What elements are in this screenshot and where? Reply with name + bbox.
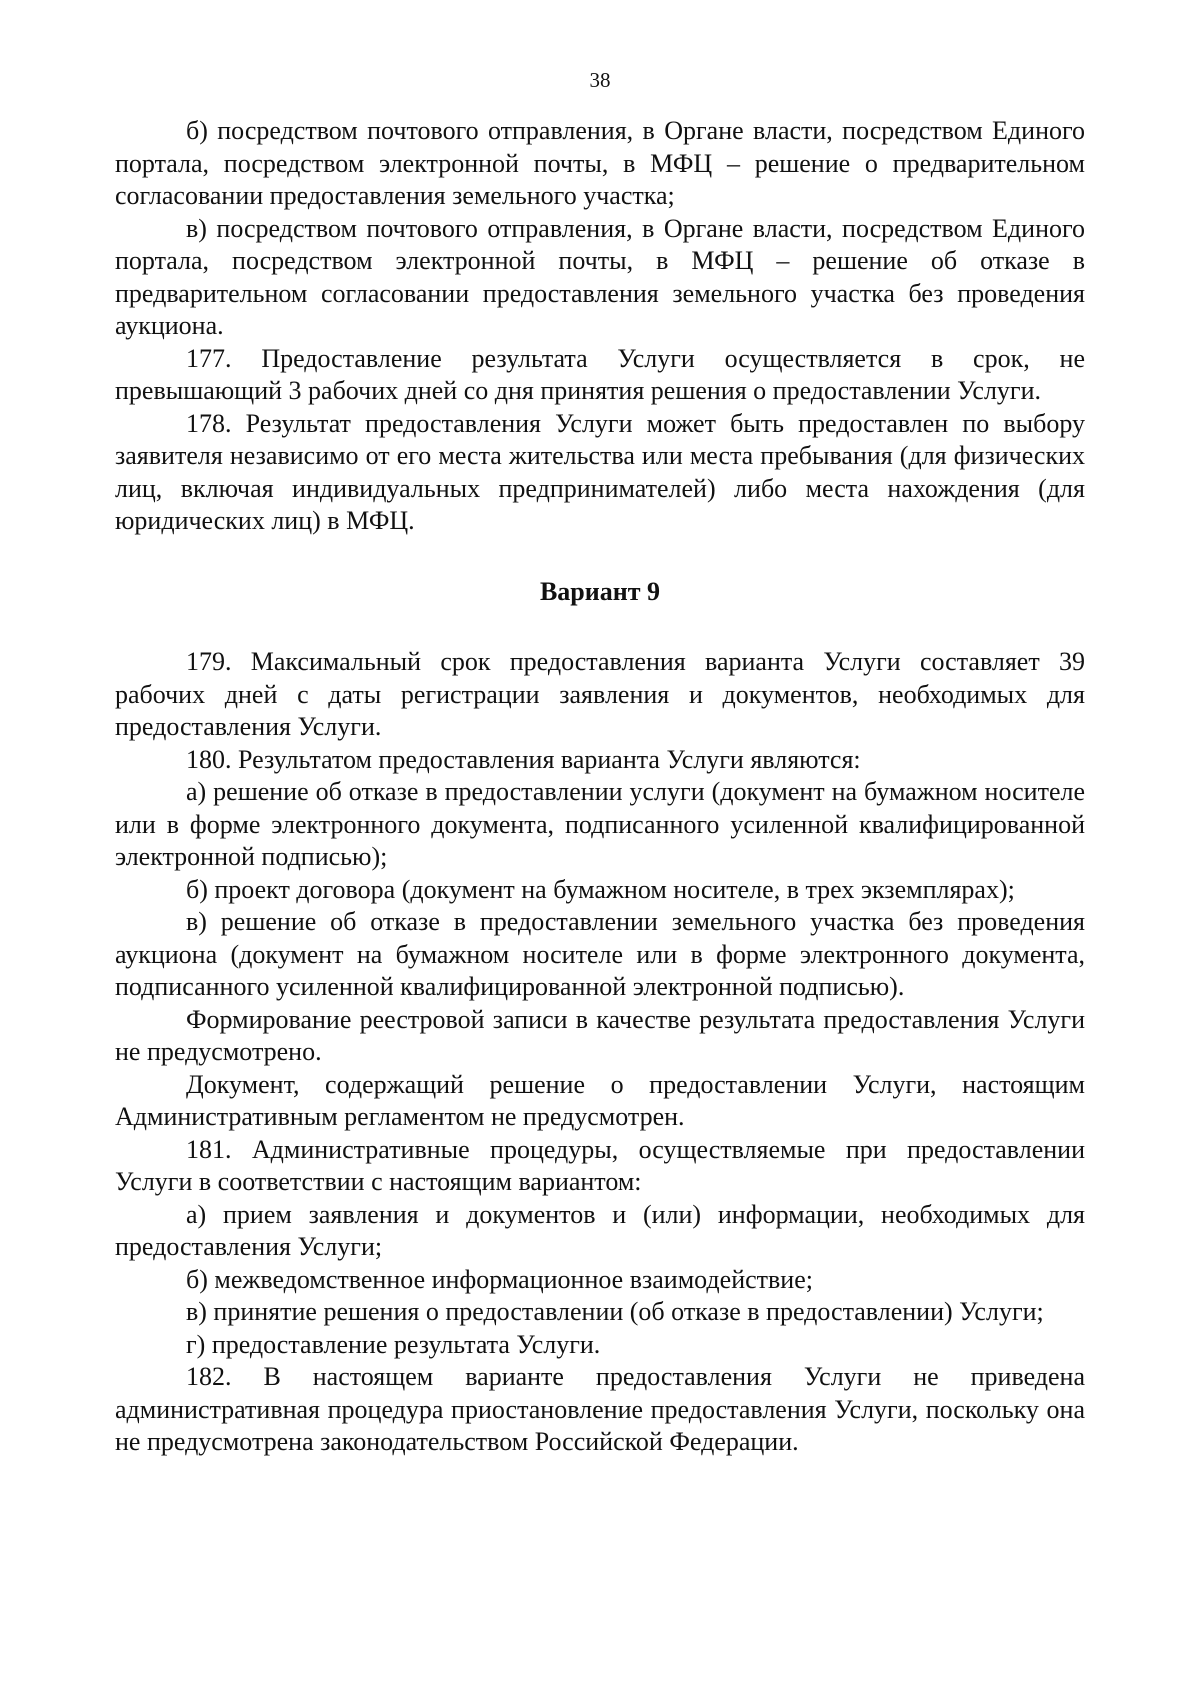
paragraph-registry-record: Формирование реестровой записи в качестве результата предоставления Услуги не предусмотрено. bbox=[115, 1004, 1085, 1066]
paragraph-v-result-refusal: в) посредством почтового отправления, в Органе власти, посредством Единого портала, посредством электронной почты, в МФЦ – решение об отказе в предварительном согласовании предоставления земельного участка без проведения аукциона. bbox=[115, 213, 1085, 340]
paragraph-180-b: б) проект договора (документ на бумажном носителе, в трех экземплярах); bbox=[186, 874, 1015, 904]
document-body bbox=[115, 115, 1085, 1459]
paragraph-182: 182. В настоящем варианте предоставления Услуги не приведена административная процедура приостановление предоставления Услуги, поскольку она не предусмотрена законодательством Российской Федерации. bbox=[115, 1362, 1085, 1456]
paragraph-181-g: г) предоставление результата Услуги. bbox=[186, 1329, 601, 1359]
paragraph-b-result-approval: б) посредством почтового отправления, в Органе власти, посредством Единого портала, посредством электронной почты, в МФЦ – решение о предварительном согласовании предоставления земельного участка; bbox=[115, 116, 1085, 210]
paragraph-180-v: в) решение об отказе в предоставлении земельного участка без проведения аукциона (документ на бумажном носителе или в форме электронного документа, подписанного усиленной квалифицированной электронной подписью). bbox=[115, 907, 1085, 1001]
paragraph-180: 180. Результатом предоставления варианта Услуги являются: bbox=[186, 744, 861, 774]
paragraph-181-a: а) прием заявления и документов и (или) информации, необходимых для предоставления Услуги; bbox=[115, 1199, 1085, 1261]
section-heading-variant-9: Вариант 9 bbox=[539, 576, 661, 606]
page-number: 38 bbox=[589, 68, 611, 92]
paragraph-177: 177. Предоставление результата Услуги осуществляется в срок, не превышающий 3 рабочих дней со дня принятия решения о предоставлении Услуги. bbox=[115, 343, 1085, 405]
paragraph-178: 178. Результат предоставления Услуги может быть предоставлен по выбору заявителя независимо от его места жительства или места пребывания (для физических лиц, включая индивидуальных предпринимателей) либо места нахождения (для юридических лиц) в МФЦ. bbox=[115, 408, 1085, 535]
paragraph-180-a: а) решение об отказе в предоставлении услуги (документ на бумажном носителе или в форме электронного документа, подписанного усиленной квалифицированной электронной подписью); bbox=[115, 777, 1085, 871]
paragraph-decision-document: Документ, содержащий решение о предоставлении Услуги, настоящим Административным регламентом не предусмотрен. bbox=[115, 1069, 1085, 1131]
paragraph-181-b: б) межведомственное информационное взаимодействие; bbox=[186, 1264, 813, 1294]
paragraph-181: 181. Административные процедуры, осуществляемые при предоставлении Услуги в соответствии с настоящим вариантом: bbox=[115, 1134, 1085, 1196]
paragraph-179: 179. Максимальный срок предоставления варианта Услуги составляет 39 рабочих дней с даты регистрации заявления и документов, необходимых для предоставления Услуги. bbox=[115, 647, 1085, 741]
paragraph-181-v: в) принятие решения о предоставлении (об отказе в предоставлении) Услуги; bbox=[186, 1297, 1044, 1326]
